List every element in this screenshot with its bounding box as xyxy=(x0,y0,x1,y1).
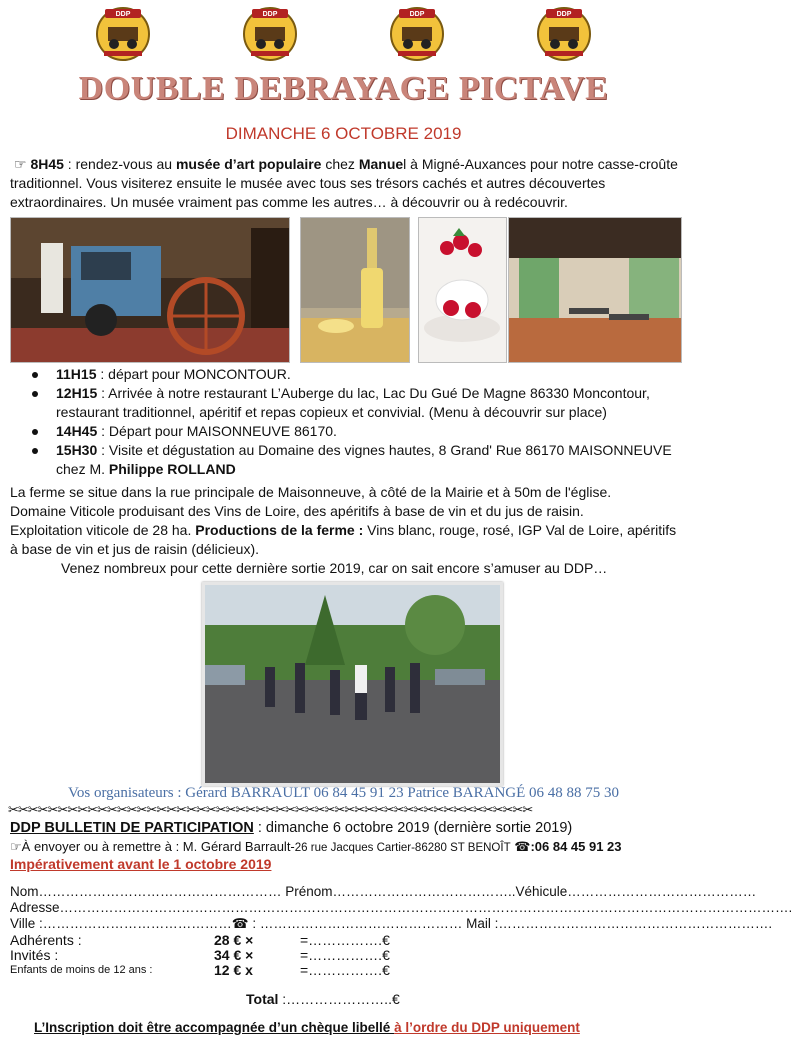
logo-text: DDP xyxy=(115,11,131,18)
program-time: 15H30 xyxy=(56,442,98,458)
pointing-hand-icon: ☞ xyxy=(10,839,22,854)
list-item xyxy=(10,384,682,422)
pointing-hand-icon: ☞ xyxy=(14,156,27,172)
price-row xyxy=(10,964,152,976)
footer-payee: à l’ordre du DDP uniquement xyxy=(394,1020,580,1035)
send-to-phone: :06 84 45 91 23 xyxy=(530,839,622,854)
scissors-cut-line: ✂✂✂✂✂✂✂✂✂✂✂✂✂✂✂✂✂✂✂✂✂✂✂✂✂✂✂✂✂✂✂✂✂✂✂✂✂✂✂✂✂✂✂✂✂✂✂✂✂✂✂✂✂ xyxy=(8,802,533,817)
farm-line: Domaine Viticole produisant des Vins de Loire, des apéritifs à base de vin et du jus de raisin. xyxy=(10,503,584,519)
bulletin-subheading: : dimanche 6 octobre 2019 (dernière sortie 2019) xyxy=(253,820,573,836)
deadline-text: Impérativement avant le 1 octobre 2019 xyxy=(10,856,272,872)
restaurant-photo xyxy=(508,217,682,363)
city-phone-mail-row[interactable] xyxy=(10,916,772,932)
program-text: : Visite et dégustation au Domaine des vignes hautes, 8 Grand' Rue 86170 MAISONNEUVE chez M. xyxy=(56,442,672,477)
price-amount: 12 € x xyxy=(214,962,253,978)
send-to-address: 26 rue Jacques Cartier-86280 ST BENOÎT xyxy=(294,842,511,854)
send-to-text: À envoyer ou à remettre à : M. Gérard Barrault- xyxy=(21,839,295,854)
price-total-field[interactable]: =…………….€ xyxy=(300,947,390,963)
invite-line: Venez nombreux pour cette dernière sortie 2019, car on sait encore s’amuser au DDP… xyxy=(61,560,608,576)
program-list xyxy=(10,365,682,479)
logo-row xyxy=(0,3,687,65)
name-field-row[interactable]: Nom……………………………………………… Prénom…………………………………..Véhicule…………………………………… xyxy=(10,884,757,899)
farm-line: La ferme se situe dans la rue principale de Maisonneuve, à côté de la Mairie et à 50m de l'église. xyxy=(10,484,612,500)
price-label: Invités : xyxy=(10,947,59,963)
bulletin-heading-row xyxy=(10,820,572,836)
host-name: Philippe ROLLAND xyxy=(108,461,236,477)
price-total-field[interactable]: =…………….€ xyxy=(300,962,390,978)
price-label: Enfants de moins de 12 ans : xyxy=(10,964,153,976)
museum-name: musée d’art populaire xyxy=(175,156,322,172)
organizers-line: Vos organisateurs : Gérard BARRAULT 06 84 45 91 23 Patrice BARANGÉ 06 48 88 75 30 xyxy=(67,785,620,801)
price-total-field[interactable]: =…………….€ xyxy=(300,932,390,948)
phone-icon: ☎ xyxy=(231,916,249,931)
ddp-logo xyxy=(535,3,593,63)
intro-text: : rendez-vous au xyxy=(63,156,176,172)
price-value xyxy=(214,962,253,978)
program-time: 11H15 xyxy=(56,366,97,382)
list-item xyxy=(10,441,682,479)
program-time: 12H15 xyxy=(56,385,98,401)
farm-line xyxy=(10,521,682,559)
intro-text: chez xyxy=(321,156,359,172)
list-item xyxy=(10,365,682,384)
price-value xyxy=(214,932,253,948)
program-text: : départ pour MONCONTOUR. xyxy=(96,366,291,382)
program-text: : Arrivée à notre restaurant L’Auberge du lac, Lac Du Gué De Magne 86330 Moncontour, restaurant traditionnel, apéritif et repas copieux et convivial. (Menu à découvrir sur place) xyxy=(56,385,650,420)
total-field[interactable]: :…………………..€ xyxy=(278,991,400,1007)
address-field-row[interactable]: Adresse………………………………………………………………………………………………………………………………………………. xyxy=(10,900,792,915)
ddp-logo xyxy=(388,3,446,63)
dance-photo xyxy=(202,582,503,786)
price-label: Adhérents : xyxy=(10,932,82,948)
intro-paragraph xyxy=(10,155,682,212)
ddp-logo xyxy=(241,3,299,63)
phone-icon: ☎ xyxy=(514,839,531,854)
program-text: : Départ pour MAISONNEUVE 86170. xyxy=(97,423,337,439)
event-date: DIMANCHE 6 OCTOBRE 2019 xyxy=(225,124,462,143)
city-field[interactable]: Ville :…………………………………… xyxy=(10,916,232,931)
farm-productions-label: Productions de la ferme : xyxy=(195,522,364,538)
farm-text: Vins blanc, rouge, rosé, IGP Val de Loire, apéritifs à base de vin et jus de raisin (délicieux). xyxy=(10,522,677,557)
footer-note xyxy=(34,1020,580,1035)
wine-photo xyxy=(300,217,410,363)
logo-text: DDP xyxy=(409,11,425,18)
price-row xyxy=(10,947,58,963)
museum-car-photo xyxy=(10,217,290,363)
bulletin-heading: DDP BULLETIN DE PARTICIPATION xyxy=(10,820,254,836)
footer-text: L’Inscription doit être accompagnée d’un chèque libellé xyxy=(34,1020,395,1035)
phone-mail-field[interactable]: : ……………………………………… Mail :……………………………………………………. xyxy=(248,916,773,931)
list-item xyxy=(10,422,682,441)
page-title: DOUBLE DEBRAYAGE PICTAVE xyxy=(78,70,609,107)
total-label: Total xyxy=(246,991,279,1007)
price-value xyxy=(214,947,253,963)
total-row[interactable] xyxy=(246,991,400,1007)
send-to-row xyxy=(10,839,622,855)
host-name: Manue xyxy=(358,156,404,172)
price-row xyxy=(10,932,82,948)
logo-text: DDP xyxy=(556,11,572,18)
price-amount: 34 € × xyxy=(214,947,254,963)
ddp-logo xyxy=(94,3,152,63)
price-amount: 28 € × xyxy=(214,932,254,948)
farm-text: Exploitation viticole de 28 ha. xyxy=(10,522,196,538)
dessert-photo xyxy=(418,217,507,363)
program-time: 14H45 xyxy=(56,423,98,439)
farm-description xyxy=(10,483,682,578)
intro-text: l à Migné-Auxances pour notre casse-croûte traditionnel. Vous visiterez ensuite le musée avec tous ses trésors cachés et autres découvertes extraordinaires. Un musée vraiment pas comme les autres… à découvrir ou à redécouvrir. xyxy=(10,156,678,210)
intro-time: 8H45 xyxy=(30,156,64,172)
deadline-row xyxy=(10,856,271,872)
logo-text: DDP xyxy=(262,11,278,18)
